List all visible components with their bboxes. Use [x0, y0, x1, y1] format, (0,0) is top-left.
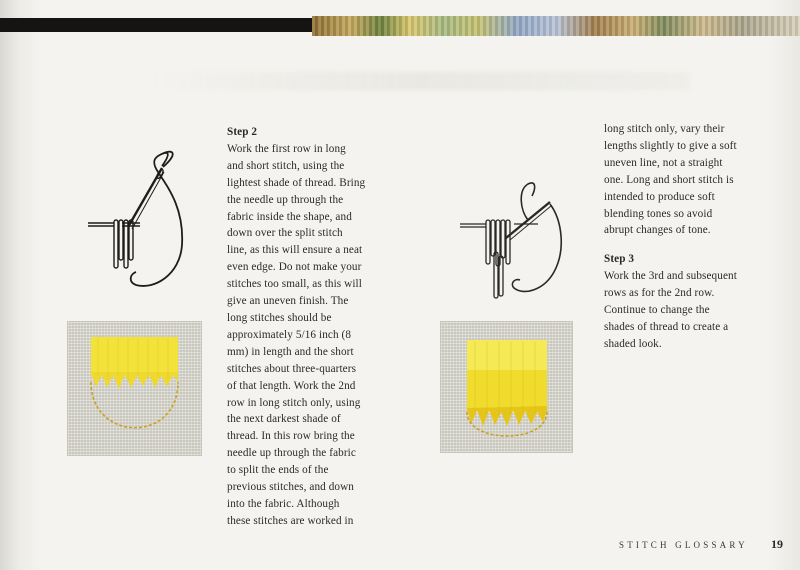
step2-line: the needle up through the	[227, 193, 344, 206]
step3-line: shaded look.	[604, 337, 662, 350]
step2-line: mm) in length and the short	[227, 345, 354, 358]
step2-line: down over the split stitch	[227, 227, 343, 240]
header-black-bar	[0, 18, 312, 32]
step2-text-column	[227, 124, 387, 530]
paragraph-spacer	[604, 239, 764, 251]
step3-embroidery-image	[441, 322, 572, 452]
step2-line: thread. In this row bring the	[227, 430, 355, 443]
step2-stitch-photo	[67, 321, 202, 456]
step3-text-column	[604, 121, 764, 353]
step2-line: row in long stitch only, using	[227, 396, 361, 409]
continuation-line: long stitch only, vary their	[604, 123, 725, 135]
step2-line: stitches about three-quarters	[227, 362, 357, 375]
step3-line: Continue to change the	[604, 304, 710, 317]
step2-heading: Step 2	[227, 126, 258, 138]
step3-stitch-photo	[440, 321, 573, 453]
step2-line: these stitches are worked in	[227, 514, 354, 527]
step2-line: into the fabric. Although	[227, 497, 340, 510]
continuation-line: intended to produce soft	[604, 190, 715, 203]
step3-needle-diagram	[458, 180, 578, 310]
step3-line: rows as for the 2nd row.	[604, 287, 715, 300]
continuation-line: lengths slightly to give a soft	[604, 139, 737, 152]
step3-line: Work the 3rd and subsequent	[604, 270, 737, 283]
show-through-text	[150, 72, 690, 90]
step2-line: fabric inside the shape, and	[227, 210, 352, 223]
step2-line: Work the first row in long	[227, 142, 346, 155]
continuation-line: uneven line, not a straight	[604, 156, 723, 169]
step2-line: of that length. Work the 2nd	[227, 379, 356, 392]
step2-line: stitches too small, as this will	[227, 278, 362, 291]
step2-line: even edge. Do not make your	[227, 261, 362, 274]
step2-embroidery-image	[68, 322, 201, 455]
running-footer: STITCH GLOSSARY	[619, 540, 748, 550]
step2-line: lightest shade of thread. Bring	[227, 176, 366, 189]
continuation-line: blending tones so avoid	[604, 207, 713, 220]
step3-line: shades of thread to create a	[604, 320, 729, 333]
step2-line: to split the ends of the	[227, 464, 329, 477]
step2-line: give an uneven finish. The	[227, 295, 349, 308]
page-number: 19	[771, 537, 783, 551]
step2-line: long stitches should be	[227, 311, 332, 324]
continuation-line: one. Long and short stitch is	[604, 173, 734, 186]
step2-line: approximately 5/16 inch (8	[227, 328, 352, 341]
step2-line: line, as this will ensure a neat	[227, 244, 363, 257]
continuation-line: abrupt changes of tone.	[604, 224, 711, 237]
step2-line: the next darkest shade of	[227, 413, 341, 426]
step3-heading: Step 3	[604, 253, 635, 266]
step2-line: needle up through the fabric	[227, 447, 356, 460]
step2-line: previous stitches, and down	[227, 481, 354, 494]
step2-needle-diagram	[84, 150, 194, 300]
step2-line: and short stitch, using the	[227, 159, 345, 172]
embroidery-header-strip	[312, 16, 800, 36]
